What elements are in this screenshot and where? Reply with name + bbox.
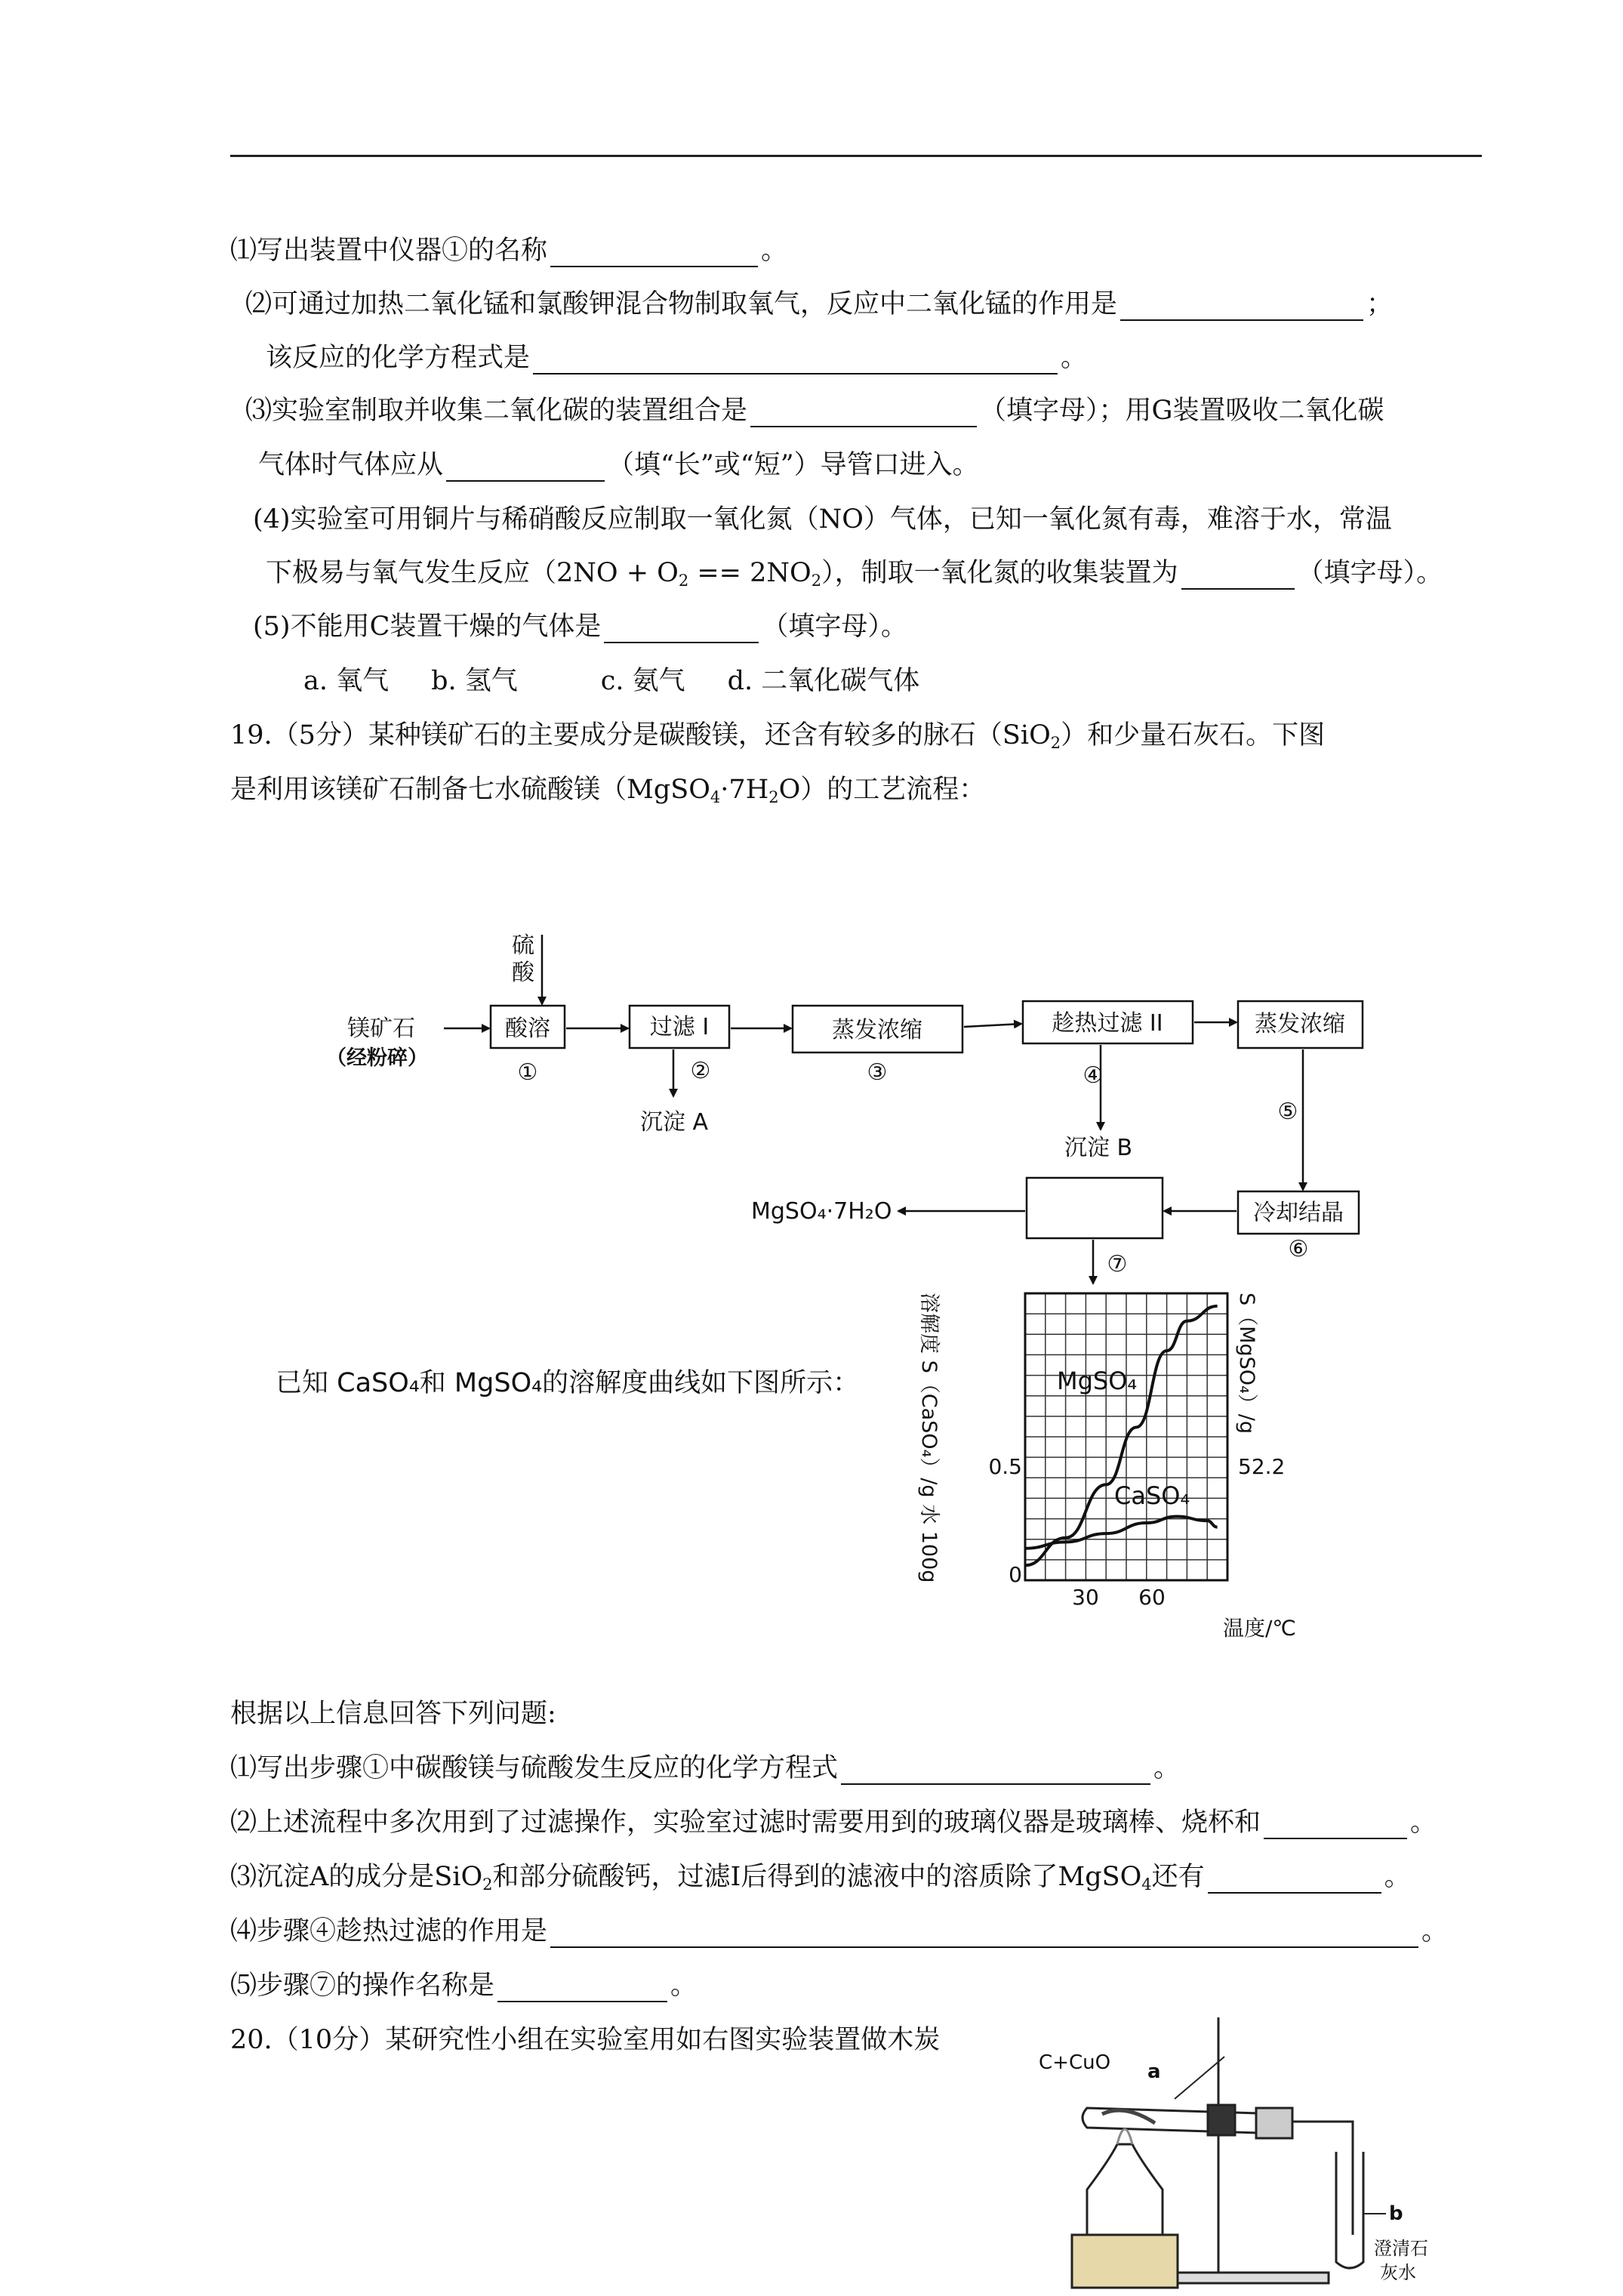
q18-part3b: 气体时气体应从 （填“长”或“短”）导管口进入。 <box>258 450 979 480</box>
step-7-marker: ⑦ <box>1107 1251 1128 1277</box>
box-label-filter-1: 过滤 I <box>649 1014 710 1040</box>
product-label: MgSO₄·7H₂O <box>751 1198 892 1225</box>
stand-base <box>1163 2273 1329 2283</box>
x-tick-1: 60 <box>1138 1585 1166 1610</box>
q19-intro-2: 是利用该镁矿石制备七水硫酸镁$(MgSO_4\cdot 7H_2O)$的工艺流程： <box>230 775 986 806</box>
label-b: b <box>1389 2202 1403 2225</box>
q19-q2: ⑵上述流程中多次用到了过滤操作，实验室过滤时需要用到的玻璃仪器是玻璃棒、烧杯和 。 <box>230 1808 1437 1838</box>
flame <box>1117 2129 1132 2144</box>
feed-label: 镁矿石 <box>347 1015 415 1042</box>
answer-blank[interactable] <box>841 1758 1150 1785</box>
stopper <box>1256 2108 1292 2138</box>
q18-part3: ⑶实验室制取并收集二氧化碳的装置组合是 （填字母）；用G装置吸收二氧化碳 <box>245 396 1384 426</box>
step-4-marker: ④ <box>1083 1062 1104 1089</box>
series-line-1 <box>1025 1517 1218 1549</box>
step-6-marker: ⑥ <box>1288 1236 1309 1262</box>
y-tick-left-1: 0.5 <box>988 1454 1022 1479</box>
clamp <box>1208 2105 1235 2135</box>
q18-part2: ⑵可通过加热二氧化锰和氯酸钾混合物制取氧气，反应中二氧化锰的作用是 ； <box>245 289 1394 319</box>
step-5-marker: ⑤ <box>1277 1099 1298 1125</box>
receiving-test-tube <box>1336 2152 1363 2268</box>
box-label-hot-filter: 趁热过滤 II <box>1052 1010 1163 1037</box>
alcohol-lamp <box>1087 2144 1163 2235</box>
box-label-evap-1: 蒸发浓缩 <box>832 1017 922 1043</box>
box-step-7-blank <box>1027 1178 1163 1238</box>
q19-intro-1: 19.（5分）某种镁矿石的主要成分是碳酸镁，还含有较多的脉石（SiO$_2$）和少量石灰石。下图 <box>230 720 1326 752</box>
answer-blank[interactable] <box>1264 1812 1407 1839</box>
q18-part4b: 下极易与氧气发生反应$(2NO + O_2 == 2NO_2)$，制取一氧化氮的收集装置为 （填字母）。 <box>266 558 1443 590</box>
wood-block <box>1072 2235 1178 2288</box>
step-3-marker: ③ <box>867 1059 888 1086</box>
process-flowchart <box>444 935 1363 1284</box>
q18-part1: ⑴写出装置中仪器①的名称 。 <box>230 236 788 266</box>
step-1-marker: ① <box>517 1059 538 1086</box>
option-d: d. 二氧化碳气体 <box>727 666 920 696</box>
y-axis-label-right: S（MgSO₄）/g <box>1235 1293 1258 1435</box>
label-limewater-2: 灰水 <box>1380 2262 1416 2283</box>
answer-blank[interactable] <box>550 1921 1418 1948</box>
solubility-chart <box>917 1293 1296 1641</box>
y-axis-label-left: 溶解度 S（CaSO₄）/g 水 100g <box>917 1293 941 1583</box>
precipitate-a-label: 沉淀 A <box>640 1109 709 1136</box>
option-a: a. 氧气 <box>303 666 390 696</box>
reagent-label-1: 硫 <box>512 932 534 959</box>
option-b: b. 氢气 <box>431 666 518 696</box>
step-2-marker: ② <box>690 1058 711 1084</box>
y-tick-right-0: 52.2 <box>1238 1454 1286 1479</box>
answer-blank[interactable] <box>497 1975 667 2002</box>
q19-q4: ⑷步骤④趁热过滤的作用是 。 <box>230 1916 1449 1946</box>
x-tick-0: 30 <box>1072 1585 1099 1610</box>
q18-part2-equation: 该反应的化学方程式是 。 <box>266 343 1088 373</box>
box-label-cooling: 冷却结晶 <box>1253 1200 1344 1226</box>
q18-part5: (5)不能用C装置干燥的气体是 （填字母）。 <box>253 612 907 642</box>
q19-q1: ⑴写出步骤①中碳酸镁与硫酸发生反应的化学方程式 。 <box>230 1753 1181 1783</box>
feed-note: （经粉碎） <box>326 1046 428 1070</box>
reagent-label-2: 酸 <box>512 960 534 986</box>
label-limewater-1: 澄清石 <box>1374 2238 1428 2259</box>
flowchart-labels <box>326 932 1345 1277</box>
x-axis-label: 温度/℃ <box>1223 1616 1296 1641</box>
precipitate-b-label: 沉淀 B <box>1064 1135 1133 1161</box>
q20-intro: 20.（10分）某研究性小组在实验室用如右图实验装置做木炭 <box>230 2025 941 2055</box>
option-c: c. 氨气 <box>600 666 685 696</box>
series-label-mgso4: MgSO₄ <box>1057 1367 1138 1395</box>
sample-powder <box>1102 2110 1155 2123</box>
label-c-cuo: C+CuO <box>1039 2051 1111 2074</box>
answer-blank[interactable] <box>1208 1866 1381 1894</box>
apparatus-illustration <box>1072 2017 1386 2288</box>
chart-intro-text: 已知 CaSO₄和 MgSO₄的溶解度曲线如下图所示： <box>276 1368 860 1398</box>
series-line-0 <box>1025 1306 1218 1565</box>
series-label-caso4: CaSO₄ <box>1114 1481 1190 1510</box>
box-label-evap-2: 蒸发浓缩 <box>1255 1011 1345 1037</box>
box-label-acid: 酸溶 <box>505 1015 550 1042</box>
q19-q3: ⑶沉淀A的成分是SiO$_2$和部分硫酸钙，过滤I后得到的滤液中的溶质除了MgSO$_4$还有 。 <box>230 1862 1411 1894</box>
q19-question-intro: 根据以上信息回答下列问题: <box>230 1699 556 1729</box>
delivery-tube <box>1292 2122 1353 2235</box>
label-a: a <box>1147 2060 1161 2083</box>
chart-series <box>1025 1306 1218 1565</box>
y-tick-left-0: 0 <box>1009 1562 1022 1587</box>
q18-part4: (4)实验室可用铜片与稀硝酸反应制取一氧化氮（NO）气体，已知一氧化氮有毒，难溶于水，常温 <box>253 504 1392 535</box>
q19-q5: ⑸步骤⑦的操作名称是 。 <box>230 1971 698 2001</box>
